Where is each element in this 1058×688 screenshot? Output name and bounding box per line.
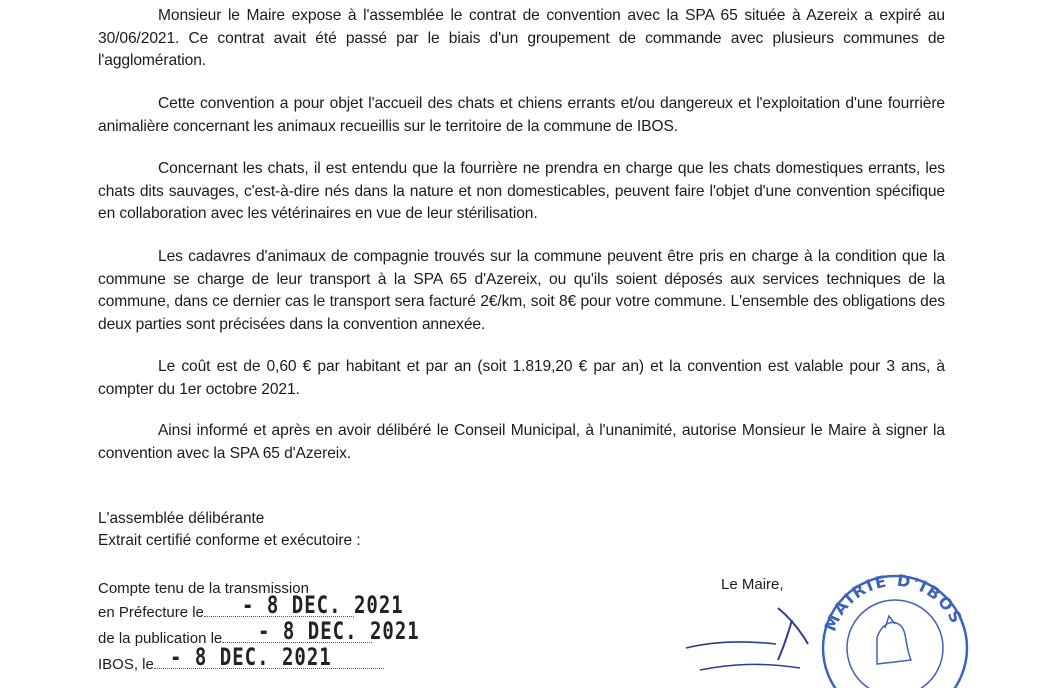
paragraph-carcasses: Les cadavres d'animaux de compagnie trouvés sur la commune peuvent être pris en charge à la condition que la commune se charge de leur transport à la SPA 65 d'Azereix, ou qu'ils soient déposés aux services techniques de la commune, dans ce dernier cas le transport sera facturé 2€/km, soit 8€ pour votre commune. L'ensemble des obligations des deux parties sont précisées dans la convention annexée.	[98, 248, 945, 333]
ibos-date-stamp: - 8 DEC. 2021	[170, 643, 332, 671]
publication-label: de la publication le	[98, 630, 223, 647]
transmission-intro: Compte tenu de la transmission	[98, 580, 309, 597]
paragraph-cost: Le coût est de 0,60 € par habitant et par an (soit 1.819,20 € par an) et la convention est valable pour 3 ans, à compter du 1er octobre 2021.	[98, 358, 945, 398]
paragraph-decision: Ainsi informé et après en avoir délibéré le Conseil Municipal, à l'unanimité, autorise Monsieur le Maire à signer la convention avec la SPA 65 d'Azereix.	[98, 422, 945, 462]
paragraph-purpose: Cette convention a pour objet l'accueil des chats et chiens errants et/ou dangereux et l'exploitation d'une fourrière animalière concernant les animaux recueillis sur le territoire de la commune de IBOS.	[98, 95, 945, 135]
mairie-seal-icon	[815, 568, 975, 688]
maire-label: Le Maire,	[721, 576, 784, 593]
prefecture-date-stamp: - 8 DEC. 2021	[242, 591, 404, 619]
prefecture-label: en Préfecture le	[98, 604, 204, 621]
paragraph-contract: Monsieur le Maire expose à l'assemblée le contrat de convention avec la SPA 65 située à Azereix a expiré au 30/06/2021. Ce contrat avait été passé par le biais d'un groupement de commande avec plusieurs communes de l'agglomération.	[98, 7, 945, 69]
paragraph-cats: Concernant les chats, il est entendu que la fourrière ne prendra en charge que les chats domestiques errants, les chats dits sauvages, c'est-à-dire nés dans la nature et non domesticables, peuvent faire l'objet d'une convention spécifique en collaboration avec les vétérinaires en vue de leur stérilisation.	[98, 160, 945, 222]
assembly-label: L'assemblée délibérante	[98, 510, 265, 527]
certified-label: Extrait certifié conforme et exécutoire :	[98, 532, 361, 549]
signature-icon	[680, 600, 830, 675]
svg-text:MAIRIE D'IBOS: MAIRIE D'IBOS	[820, 570, 967, 634]
ibos-label: IBOS, le	[98, 656, 154, 673]
publication-date-stamp: - 8 DEC. 2021	[258, 617, 420, 645]
